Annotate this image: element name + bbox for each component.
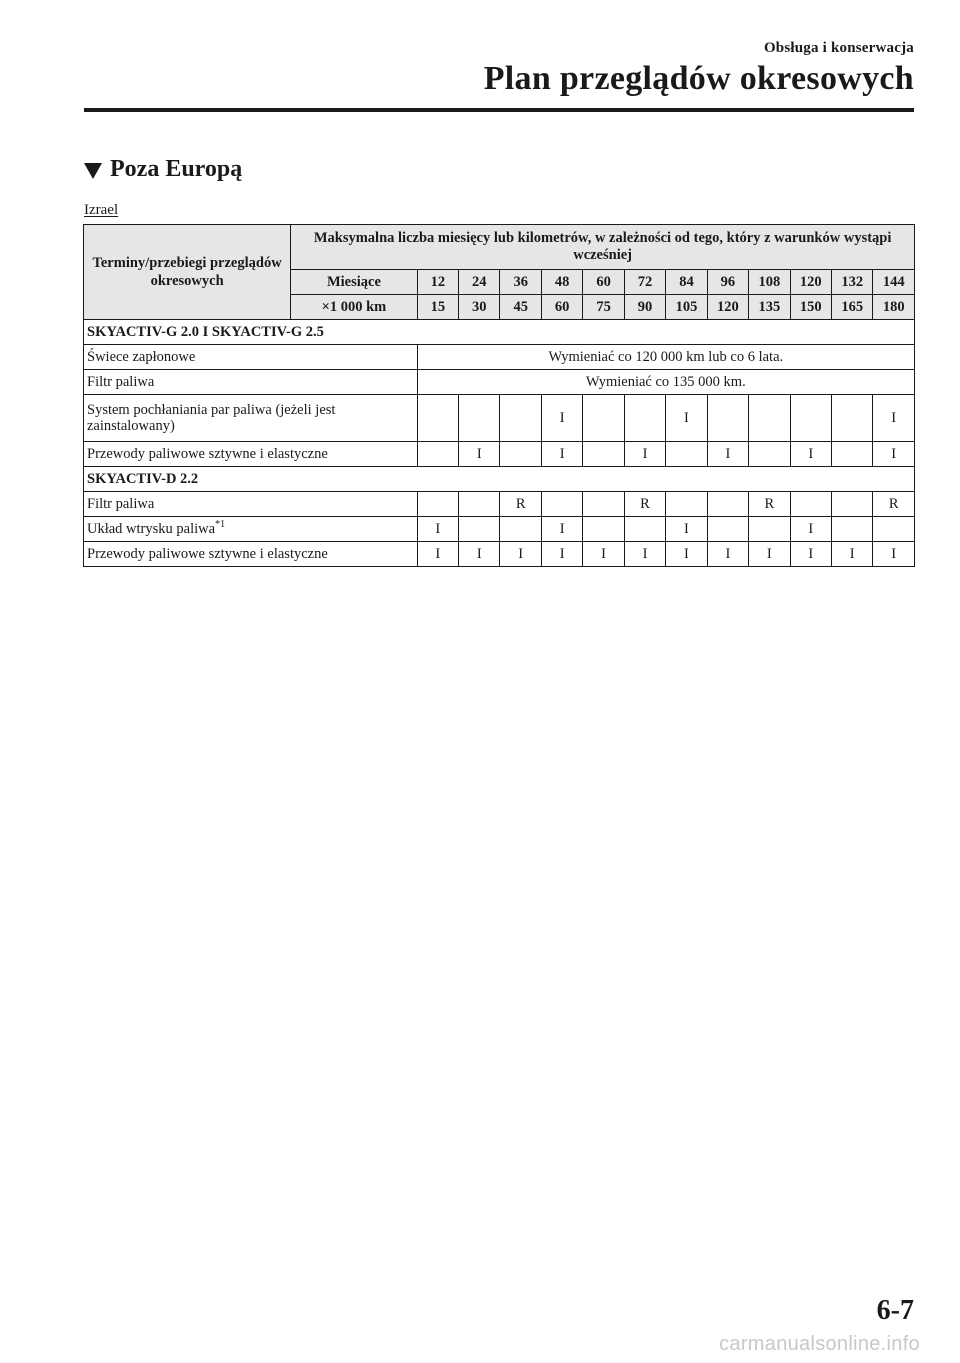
month-cell: 144 bbox=[873, 270, 915, 295]
km-cell: 15 bbox=[417, 295, 458, 320]
table-header bbox=[84, 225, 915, 320]
schedule-cell: I bbox=[666, 542, 707, 567]
watermark: carmanualsonline.info bbox=[719, 1333, 920, 1355]
schedule-cell: I bbox=[541, 395, 582, 442]
km-cell: 45 bbox=[500, 295, 541, 320]
km-cell: 150 bbox=[790, 295, 831, 320]
running-header-section: Obsługa i konserwacja bbox=[763, 40, 914, 56]
item-label-text: Przewody paliwowe sztywne i elastyczne bbox=[87, 446, 328, 462]
table-row bbox=[84, 345, 915, 370]
schedule-cell bbox=[707, 517, 748, 542]
item-label bbox=[84, 370, 418, 395]
engine-row bbox=[84, 320, 915, 345]
region-subheading: Izrael bbox=[84, 202, 119, 218]
schedule-cell: I bbox=[707, 442, 748, 467]
maintenance-schedule-table bbox=[83, 224, 915, 567]
km-cell: 60 bbox=[541, 295, 582, 320]
item-label-text: System pochłaniania par paliwa (jeżeli jest zainstalowany) bbox=[87, 402, 336, 434]
schedule-cell: I bbox=[417, 542, 458, 567]
month-cell: 24 bbox=[459, 270, 500, 295]
month-cell: 132 bbox=[831, 270, 872, 295]
month-cell: 96 bbox=[707, 270, 748, 295]
schedule-cell bbox=[583, 517, 624, 542]
km-cell: 120 bbox=[707, 295, 748, 320]
km-cell: 180 bbox=[873, 295, 915, 320]
schedule-cell bbox=[459, 517, 500, 542]
month-cell: 48 bbox=[541, 270, 582, 295]
schedule-cell bbox=[707, 395, 748, 442]
schedule-cell bbox=[500, 442, 541, 467]
month-cell: 12 bbox=[417, 270, 458, 295]
schedule-cell bbox=[873, 517, 915, 542]
month-cell: 108 bbox=[749, 270, 790, 295]
schedule-cell: I bbox=[873, 542, 915, 567]
schedule-cell: R bbox=[624, 492, 665, 517]
schedule-cell bbox=[707, 492, 748, 517]
schedule-cell: I bbox=[790, 442, 831, 467]
km-cell: 90 bbox=[624, 295, 665, 320]
item-label bbox=[84, 517, 418, 542]
schedule-cell bbox=[790, 492, 831, 517]
km-cell: 75 bbox=[583, 295, 624, 320]
km-cell: 165 bbox=[831, 295, 872, 320]
schedule-cell bbox=[749, 442, 790, 467]
schedule-cell bbox=[749, 395, 790, 442]
schedule-cell: I bbox=[831, 542, 872, 567]
table-row bbox=[84, 542, 915, 567]
item-label bbox=[84, 492, 418, 517]
month-cell: 72 bbox=[624, 270, 665, 295]
engine-row bbox=[84, 467, 915, 492]
item-label-text: Filtr paliwa bbox=[87, 374, 155, 390]
item-label-text: Przewody paliwowe sztywne i elastyczne bbox=[87, 546, 328, 562]
schedule-cell bbox=[500, 395, 541, 442]
schedule-cell bbox=[666, 442, 707, 467]
schedule-cell bbox=[624, 517, 665, 542]
item-label bbox=[84, 345, 418, 370]
table-row bbox=[84, 517, 915, 542]
schedule-cell bbox=[831, 442, 872, 467]
engine-heading: SKYACTIV-G 2.0 I SKYACTIV-G 2.5 bbox=[84, 320, 915, 345]
schedule-cell bbox=[583, 442, 624, 467]
item-label-text: Świece zapłonowe bbox=[87, 349, 196, 365]
km-cell: 30 bbox=[459, 295, 500, 320]
footnote-marker: *1 bbox=[215, 519, 226, 531]
km-cell: 135 bbox=[749, 295, 790, 320]
schedule-cell bbox=[749, 517, 790, 542]
triangle-bullet-icon bbox=[84, 163, 102, 179]
interval-span-label: Maksymalna liczba miesięcy lub kilometrów, w zależności od tego, który z warunków wystąpi wcześniej bbox=[291, 225, 915, 270]
month-cell: 60 bbox=[583, 270, 624, 295]
km-label: ×1 000 km bbox=[291, 295, 417, 320]
schedule-cell: I bbox=[666, 517, 707, 542]
item-label-text: Układ wtrysku paliwa bbox=[87, 521, 216, 537]
schedule-cell: I bbox=[666, 395, 707, 442]
schedule-cell bbox=[831, 492, 872, 517]
item-label bbox=[84, 395, 418, 442]
item-label-text: Filtr paliwa bbox=[87, 496, 155, 512]
schedule-cell: I bbox=[459, 542, 500, 567]
running-header-title: Plan przeglądów okresowych bbox=[483, 60, 914, 97]
item-label bbox=[84, 442, 418, 467]
schedule-cell: I bbox=[624, 442, 665, 467]
schedule-cell: I bbox=[459, 442, 500, 467]
engine-heading: SKYACTIV-D 2.2 bbox=[84, 467, 915, 492]
schedule-cell bbox=[666, 492, 707, 517]
schedule-cell: I bbox=[500, 542, 541, 567]
schedule-cell: R bbox=[749, 492, 790, 517]
schedule-cell: I bbox=[707, 542, 748, 567]
header-row-span bbox=[84, 225, 915, 270]
page-number: 6-7 bbox=[876, 1295, 914, 1326]
km-cell: 105 bbox=[666, 295, 707, 320]
header-divider bbox=[84, 108, 914, 112]
schedule-cell bbox=[417, 442, 458, 467]
schedule-cell bbox=[541, 492, 582, 517]
table-row bbox=[84, 442, 915, 467]
table-row bbox=[84, 395, 915, 442]
month-cell: 84 bbox=[666, 270, 707, 295]
schedule-cell bbox=[459, 492, 500, 517]
schedule-cell: I bbox=[541, 442, 582, 467]
table-row bbox=[84, 492, 915, 517]
schedule-cell bbox=[500, 517, 541, 542]
section-heading bbox=[84, 156, 242, 183]
item-label bbox=[84, 542, 418, 567]
schedule-cell: I bbox=[749, 542, 790, 567]
table-body bbox=[84, 320, 915, 567]
month-cell: 36 bbox=[500, 270, 541, 295]
schedule-cell bbox=[790, 395, 831, 442]
month-cell: 120 bbox=[790, 270, 831, 295]
schedule-cell bbox=[417, 492, 458, 517]
schedule-cell bbox=[831, 517, 872, 542]
schedule-cell: I bbox=[790, 542, 831, 567]
schedule-cell bbox=[417, 395, 458, 442]
schedule-cell: R bbox=[500, 492, 541, 517]
schedule-cell bbox=[583, 395, 624, 442]
schedule-cell bbox=[583, 492, 624, 517]
schedule-cell: I bbox=[417, 517, 458, 542]
schedule-cell bbox=[624, 395, 665, 442]
schedule-cell: I bbox=[541, 517, 582, 542]
schedule-cell: R bbox=[873, 492, 915, 517]
section-heading-text: Poza Europą bbox=[110, 156, 243, 182]
schedule-cell: I bbox=[873, 442, 915, 467]
interval-note: Wymieniać co 120 000 km lub co 6 lata. bbox=[417, 345, 914, 370]
schedule-cell: I bbox=[624, 542, 665, 567]
schedule-cell: I bbox=[873, 395, 915, 442]
schedule-cell: I bbox=[541, 542, 582, 567]
table-row bbox=[84, 370, 915, 395]
schedule-cell bbox=[459, 395, 500, 442]
schedule-cell: I bbox=[583, 542, 624, 567]
interval-note: Wymieniać co 135 000 km. bbox=[417, 370, 914, 395]
corner-label: Terminy/przebiegi przeglądów okresowych bbox=[84, 225, 291, 320]
schedule-cell bbox=[831, 395, 872, 442]
months-label: Miesiące bbox=[291, 270, 417, 295]
schedule-cell: I bbox=[790, 517, 831, 542]
